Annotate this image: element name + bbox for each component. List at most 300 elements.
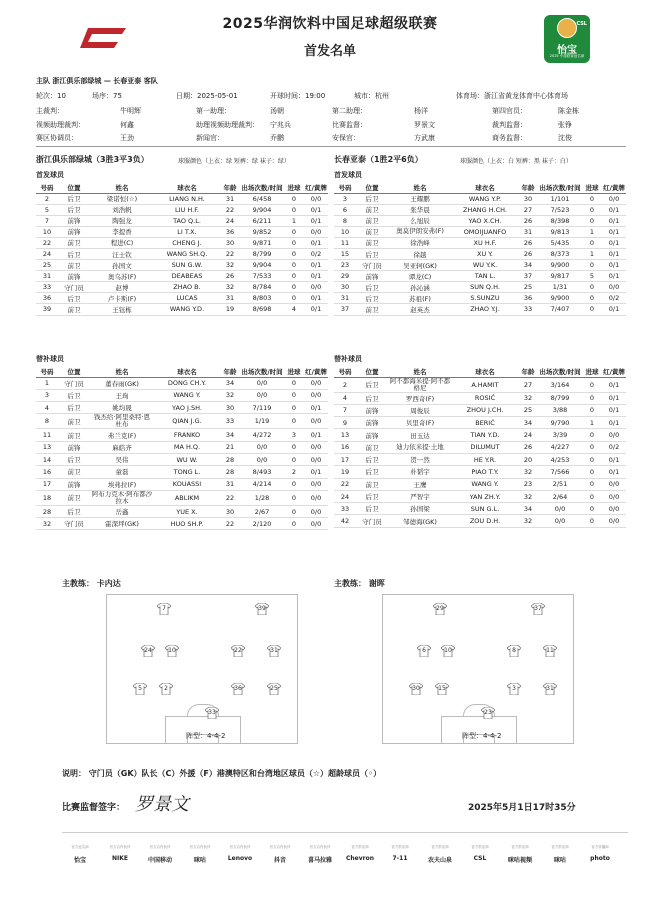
table-cell: 0/0 bbox=[304, 505, 328, 517]
table-cell: 23 bbox=[518, 478, 538, 490]
table-cell: 0 bbox=[582, 453, 602, 465]
officials-row-3: 赛区协调员： 王劲 新闻官： 乔鹏 安保官： 方武康 商务监督： 沈俊 bbox=[36, 134, 572, 142]
table-cell: 30 bbox=[220, 402, 240, 414]
table-cell: 30 bbox=[334, 282, 356, 293]
table-cell: 28 bbox=[220, 453, 240, 465]
table-row bbox=[36, 377, 328, 389]
table-cell: 卢卡斯(F) bbox=[90, 293, 154, 304]
table-cell: 前锋 bbox=[356, 429, 388, 441]
table-cell: 4/253 bbox=[538, 453, 582, 465]
table-cell: 徐浩峰 bbox=[388, 237, 452, 248]
table-cell: 32 bbox=[518, 392, 538, 404]
table-cell: 9/900 bbox=[538, 260, 582, 271]
table-cell: 32 bbox=[220, 389, 240, 401]
table-cell: 9/790 bbox=[538, 417, 582, 429]
table-cell: 孙沁涵 bbox=[388, 282, 452, 293]
table-row bbox=[334, 304, 626, 315]
table-row bbox=[36, 453, 328, 465]
table-cell: 9/904 bbox=[240, 260, 284, 271]
column-header: 年龄 bbox=[220, 182, 240, 193]
table-cell: 0 bbox=[582, 237, 602, 248]
table-cell: 0/0 bbox=[240, 389, 284, 401]
table-cell: 守门员 bbox=[58, 377, 90, 389]
table-cell: 28 bbox=[220, 466, 240, 478]
table-cell: 0/1 bbox=[602, 304, 626, 315]
table-cell: 0 bbox=[582, 377, 602, 392]
table-cell: 1/19 bbox=[240, 414, 284, 429]
column-header: 位置 bbox=[356, 366, 388, 377]
table-cell: 0/2 bbox=[602, 441, 626, 453]
table-cell: 严智宇 bbox=[388, 490, 452, 502]
table-cell: 王鹰 bbox=[388, 478, 452, 490]
table-cell: 0 bbox=[284, 271, 304, 282]
player-shirt-icon: 5 bbox=[133, 683, 147, 695]
table-cell: 奥乌苏(F) bbox=[90, 271, 154, 282]
table-cell: 前锋 bbox=[356, 271, 388, 282]
table-cell: 26 bbox=[518, 248, 538, 259]
table-cell: 31 bbox=[220, 193, 240, 204]
table-row bbox=[36, 389, 328, 401]
table-cell: 0/1 bbox=[304, 215, 328, 226]
table-cell: XU Y. bbox=[452, 248, 518, 259]
table-cell: 前卫 bbox=[58, 429, 90, 441]
table-cell: 31 bbox=[334, 293, 356, 304]
table-cell: WU W. bbox=[154, 453, 220, 465]
column-header: 进球 bbox=[284, 182, 304, 193]
table-cell: 31 bbox=[220, 478, 240, 490]
table-cell: 前卫 bbox=[58, 414, 90, 429]
officials-row-2: 视频助理裁判： 何鑫 助理视频助理裁判： 宁兆兵 比赛监督： 罗景文 裁判监督： 张铮 bbox=[36, 121, 572, 129]
table-cell: 0/0 bbox=[304, 518, 328, 530]
table-cell: 24 bbox=[36, 248, 58, 259]
table-cell: 0 bbox=[582, 282, 602, 293]
table-cell: 前卫 bbox=[356, 441, 388, 453]
table-row bbox=[334, 215, 626, 226]
table-cell: 0/1 bbox=[602, 453, 626, 465]
table-cell: 刘浩帆 bbox=[90, 204, 154, 215]
table-cell: 0/0 bbox=[304, 478, 328, 490]
table-cell: 0 bbox=[582, 429, 602, 441]
table-cell: 0 bbox=[284, 478, 304, 490]
table-cell: 8/373 bbox=[538, 248, 582, 259]
table-cell: 0/1 bbox=[304, 293, 328, 304]
sponsor-logo: 官方合作伙伴 中国移动 bbox=[147, 845, 172, 864]
table-row bbox=[334, 503, 626, 515]
page-title: 首发名单 bbox=[303, 44, 356, 59]
table-cell: 0/0 bbox=[538, 515, 582, 527]
table-cell: 24 bbox=[334, 490, 356, 502]
table-row bbox=[36, 271, 328, 282]
table-cell: TAO Q.L. bbox=[154, 215, 220, 226]
home-subs-table bbox=[36, 366, 328, 530]
table-cell: 0/1 bbox=[304, 204, 328, 215]
table-row bbox=[36, 505, 328, 517]
table-cell: 0/1 bbox=[602, 204, 626, 215]
table-cell: 31 bbox=[518, 226, 538, 237]
table-cell: 吴伟 bbox=[90, 453, 154, 465]
table-cell: WANG Y. bbox=[452, 478, 518, 490]
table-cell: ZHAO B. bbox=[154, 282, 220, 293]
table-cell: 弗兰克(F) bbox=[90, 429, 154, 441]
table-cell: 22 bbox=[220, 518, 240, 530]
table-cell: 谭龙(C) bbox=[388, 271, 452, 282]
column-header: 红/黄牌 bbox=[603, 367, 625, 376]
table-cell: 0/1 bbox=[602, 466, 626, 478]
table-cell: 3/88 bbox=[538, 404, 582, 416]
table-cell: 后卫 bbox=[356, 453, 388, 465]
sponsor-logo: 官方合作伙伴 喜马拉雅 bbox=[307, 845, 332, 864]
table-cell: 罗西奇(F) bbox=[388, 392, 452, 404]
table-cell: 周俊辰 bbox=[388, 404, 452, 416]
away-formation: 阵型：4-4-2 bbox=[462, 732, 502, 740]
table-cell: 童磊 bbox=[90, 466, 154, 478]
home-subs-label: 替补球员 bbox=[36, 355, 64, 363]
table-cell: WU Y.K. bbox=[452, 260, 518, 271]
table-cell: DILUMUT bbox=[452, 441, 518, 453]
table-cell: 守门员 bbox=[356, 515, 388, 527]
table-cell: 6 bbox=[334, 204, 356, 215]
league-title: 2025华润饮料中国足球超级联赛 bbox=[222, 16, 438, 32]
table-cell: 32 bbox=[220, 282, 240, 293]
table-cell: 4 bbox=[36, 402, 58, 414]
table-cell: 0/1 bbox=[602, 248, 626, 259]
table-cell: 6/458 bbox=[240, 193, 284, 204]
table-cell: 前卫 bbox=[58, 490, 90, 505]
table-cell: 0 bbox=[582, 441, 602, 453]
table-row bbox=[36, 304, 328, 315]
table-cell: 后卫 bbox=[58, 204, 90, 215]
table-cell: 4 bbox=[284, 304, 304, 315]
column-header: 位置 bbox=[58, 366, 90, 377]
table-row bbox=[334, 293, 626, 304]
table-cell: 0/2 bbox=[304, 248, 328, 259]
table-cell: 0/1 bbox=[602, 260, 626, 271]
table-cell: TONG L. bbox=[154, 466, 220, 478]
table-cell: 42 bbox=[334, 515, 356, 527]
table-cell: 26 bbox=[518, 441, 538, 453]
table-row bbox=[36, 204, 328, 215]
table-cell: 10 bbox=[334, 226, 356, 237]
table-cell: 0 bbox=[582, 215, 602, 226]
table-cell: ROSIĆ bbox=[452, 392, 518, 404]
table-cell: 25 bbox=[36, 260, 58, 271]
table-row bbox=[36, 193, 328, 204]
away-coach: 主教练： 谢晖 bbox=[334, 579, 385, 588]
table-cell: 守门员 bbox=[356, 260, 388, 271]
table-cell: 13 bbox=[36, 441, 58, 453]
table-cell: 陶强龙 bbox=[90, 215, 154, 226]
table-cell: 后卫 bbox=[356, 392, 388, 404]
table-cell: 后卫 bbox=[356, 490, 388, 502]
table-row bbox=[36, 441, 328, 453]
table-cell: 34 bbox=[518, 503, 538, 515]
table-cell: 阿不都海米提·阿不都格尼 bbox=[389, 377, 451, 392]
table-cell: 后卫 bbox=[58, 505, 90, 517]
column-header: 姓名 bbox=[90, 182, 154, 193]
home-starters-table bbox=[36, 182, 328, 316]
table-row bbox=[334, 441, 626, 453]
table-cell: 0/1 bbox=[602, 392, 626, 404]
table-cell: WANG Y.D. bbox=[154, 304, 220, 315]
table-cell: SUN G.L. bbox=[452, 503, 518, 515]
table-cell: ZHOU J.CH. bbox=[452, 404, 518, 416]
table-cell: 前卫 bbox=[356, 215, 388, 226]
table-cell: 5 bbox=[582, 271, 602, 282]
table-row bbox=[334, 466, 626, 478]
table-cell: 0 bbox=[582, 392, 602, 404]
table-cell: 0 bbox=[582, 490, 602, 502]
table-cell: 19 bbox=[220, 304, 240, 315]
table-cell: 0/0 bbox=[304, 414, 328, 429]
home-team-name: 浙江俱乐部绿城（3胜3平3负） bbox=[36, 155, 149, 164]
table-cell: 0/1 bbox=[304, 271, 328, 282]
table-cell: 0/0 bbox=[602, 193, 626, 204]
table-cell: 26 bbox=[220, 271, 240, 282]
player-shirt-icon: 36 bbox=[231, 683, 245, 695]
table-cell: 7/566 bbox=[538, 466, 582, 478]
table-row bbox=[36, 260, 328, 271]
table-cell: ABLIKM bbox=[154, 490, 220, 505]
table-cell: 0 bbox=[284, 204, 304, 215]
table-cell: A.HAMIT bbox=[452, 377, 518, 392]
table-cell: 31 bbox=[36, 271, 58, 282]
player-shirt-icon: 22 bbox=[231, 645, 245, 657]
table-cell: QIAN J.G. bbox=[154, 414, 220, 429]
table-cell: 24 bbox=[518, 429, 538, 441]
table-row bbox=[334, 282, 626, 293]
table-cell: 16 bbox=[36, 466, 58, 478]
table-cell: 孙国梁 bbox=[388, 503, 452, 515]
table-cell: 守门员 bbox=[58, 282, 90, 293]
table-row bbox=[334, 392, 626, 404]
table-cell: 前卫 bbox=[356, 204, 388, 215]
table-cell: 1 bbox=[582, 226, 602, 237]
sponsor-logo: 官方冠名商 怡宝 bbox=[71, 845, 89, 864]
table-cell: WANG SH.Q. bbox=[154, 248, 220, 259]
table-cell: HE Y.R. bbox=[452, 453, 518, 465]
table-cell: 前锋 bbox=[58, 441, 90, 453]
table-cell: PIAO T.Y. bbox=[452, 466, 518, 478]
table-row bbox=[36, 490, 328, 505]
table-cell: 37 bbox=[518, 271, 538, 282]
table-cell: 0/0 bbox=[602, 478, 626, 490]
table-cell: 30 bbox=[220, 505, 240, 517]
table-cell: 0 bbox=[582, 515, 602, 527]
player-shirt-icon: 15 bbox=[435, 683, 449, 695]
table-row bbox=[334, 204, 626, 215]
table-cell: 0/1 bbox=[304, 402, 328, 414]
table-cell: MA H.Q. bbox=[154, 441, 220, 453]
table-cell: 0 bbox=[582, 193, 602, 204]
teams-line: 主队 浙江俱乐部绿城 — 长春亚泰 客队 bbox=[36, 77, 158, 85]
table-cell: 30 bbox=[518, 193, 538, 204]
table-cell: 7 bbox=[36, 215, 58, 226]
table-row bbox=[36, 414, 328, 429]
table-cell: 麻皓齐 bbox=[90, 441, 154, 453]
table-cell: 2/120 bbox=[240, 518, 284, 530]
table-cell: 前卫 bbox=[356, 237, 388, 248]
table-cell: 33 bbox=[334, 503, 356, 515]
table-row bbox=[334, 193, 626, 204]
column-header: 红/黄牌 bbox=[603, 183, 625, 192]
player-shirt-icon: 25 bbox=[267, 683, 281, 695]
home-formation: 阵型：4-4-2 bbox=[186, 732, 226, 740]
table-cell: LIANG N.H. bbox=[154, 193, 220, 204]
table-cell: 32 bbox=[220, 260, 240, 271]
table-cell: 0 bbox=[284, 377, 304, 389]
table-cell: 苏祖(F) bbox=[388, 293, 452, 304]
table-cell: KOUASSI bbox=[154, 478, 220, 490]
table-cell: 2/51 bbox=[538, 478, 582, 490]
table-cell: 霍深坪(GK) bbox=[90, 518, 154, 530]
table-cell: ZHANG H.CH. bbox=[452, 204, 518, 215]
table-cell: 0/1 bbox=[602, 417, 626, 429]
table-cell: 贺一然 bbox=[388, 453, 452, 465]
table-cell: 27 bbox=[518, 377, 538, 392]
table-row bbox=[36, 466, 328, 478]
away-subs-label: 替补球员 bbox=[334, 355, 362, 363]
table-cell: 22 bbox=[220, 490, 240, 505]
table-cell: 26 bbox=[518, 215, 538, 226]
table-cell: 0 bbox=[582, 304, 602, 315]
player-shirt-icon: 6 bbox=[417, 645, 431, 657]
table-cell: WANG Y.P. bbox=[452, 193, 518, 204]
player-shirt-icon: 10 bbox=[165, 645, 179, 657]
table-cell: 0 bbox=[284, 282, 304, 293]
table-cell: 37 bbox=[334, 304, 356, 315]
table-cell: 0 bbox=[582, 293, 602, 304]
table-cell: 2 bbox=[284, 466, 304, 478]
table-cell: ZOU D.H. bbox=[452, 515, 518, 527]
column-header: 球衣名 bbox=[452, 366, 518, 377]
table-cell: 22 bbox=[220, 248, 240, 259]
table-row bbox=[36, 518, 328, 530]
table-row bbox=[36, 226, 328, 237]
table-cell: 姚均晟 bbox=[90, 402, 154, 414]
table-row bbox=[36, 282, 328, 293]
sponsor-logo: 官方供应商 CSL bbox=[471, 845, 489, 862]
divider bbox=[36, 146, 626, 147]
table-cell: 17 bbox=[334, 453, 356, 465]
table-cell: 田玉达 bbox=[388, 429, 452, 441]
table-cell: TAN L. bbox=[452, 271, 518, 282]
table-cell: 0/1 bbox=[602, 215, 626, 226]
table-cell: CHENG J. bbox=[154, 237, 220, 248]
table-cell: 董春雨(GK) bbox=[90, 377, 154, 389]
table-row bbox=[36, 402, 328, 414]
table-cell: 前卫 bbox=[356, 478, 388, 490]
ball-icon bbox=[557, 18, 577, 38]
table-cell: 26 bbox=[518, 237, 538, 248]
table-cell: 7/533 bbox=[240, 271, 284, 282]
table-cell: 后卫 bbox=[58, 293, 90, 304]
table-cell: 33 bbox=[518, 304, 538, 315]
table-cell: 8/698 bbox=[240, 304, 284, 315]
table-row bbox=[334, 478, 626, 490]
away-starters-label: 首发球员 bbox=[334, 171, 362, 179]
sponsor-logo: 官方供应商 Chevron bbox=[345, 845, 374, 862]
table-cell: 28 bbox=[36, 505, 58, 517]
table-row bbox=[36, 478, 328, 490]
table-cell: 3 bbox=[36, 389, 58, 401]
table-cell: 6/211 bbox=[240, 215, 284, 226]
table-cell: WANG Y. bbox=[154, 389, 220, 401]
table-cell: 3 bbox=[284, 429, 304, 441]
table-cell: 0 bbox=[284, 402, 304, 414]
away-formation-pitch bbox=[382, 594, 574, 744]
table-row bbox=[36, 215, 328, 226]
home-coach: 主教练： 卡内达 bbox=[62, 579, 121, 588]
table-cell: 7 bbox=[334, 404, 356, 416]
column-header: 红/黄牌 bbox=[305, 367, 327, 376]
table-row bbox=[334, 404, 626, 416]
table-cell: 4 bbox=[334, 392, 356, 404]
table-cell: 13 bbox=[334, 429, 356, 441]
table-cell: 9/813 bbox=[538, 226, 582, 237]
table-cell: 24 bbox=[220, 215, 240, 226]
table-row bbox=[36, 429, 328, 441]
column-header: 进球 bbox=[582, 182, 602, 193]
table-cell: 0 bbox=[284, 260, 304, 271]
table-cell: 3/39 bbox=[538, 429, 582, 441]
table-cell: 0/0 bbox=[602, 503, 626, 515]
home-formation-pitch bbox=[106, 594, 298, 744]
player-shirt-icon: 39 bbox=[255, 603, 269, 615]
away-team-name: 长春亚泰（1胜2平6负） bbox=[334, 155, 423, 164]
table-cell: 孙国文 bbox=[90, 260, 154, 271]
table-cell: 前卫 bbox=[356, 226, 388, 237]
table-cell: 0 bbox=[582, 466, 602, 478]
table-cell: 赵博 bbox=[90, 282, 154, 293]
table-cell: 钱杰给·阿里桑特·恩杜布 bbox=[90, 414, 154, 429]
table-cell: DEABEAS bbox=[154, 271, 220, 282]
column-header: 进球 bbox=[582, 366, 602, 377]
table-cell: 19 bbox=[334, 466, 356, 478]
table-cell: 15 bbox=[334, 248, 356, 259]
table-cell: 36 bbox=[518, 293, 538, 304]
table-cell: 32 bbox=[518, 466, 538, 478]
table-cell: 徐越 bbox=[388, 248, 452, 259]
table-cell: YAO X.CH. bbox=[452, 215, 518, 226]
table-cell: 1 bbox=[36, 377, 58, 389]
table-cell: 0 bbox=[284, 518, 304, 530]
sponsor-logo: 官方合作伙伴 咪咕 bbox=[189, 845, 211, 864]
table-cell: 23 bbox=[334, 260, 356, 271]
table-cell: 梁诺恒(☆) bbox=[90, 193, 154, 204]
table-cell: 34 bbox=[518, 417, 538, 429]
column-header: 红/黄牌 bbox=[305, 183, 327, 192]
table-cell: 17 bbox=[36, 478, 58, 490]
table-cell: 22 bbox=[334, 478, 356, 490]
table-cell: 9/900 bbox=[538, 293, 582, 304]
table-row bbox=[334, 248, 626, 259]
table-cell: 0 bbox=[582, 204, 602, 215]
column-header: 球衣名 bbox=[154, 182, 220, 193]
player-shirt-icon: 31 bbox=[543, 683, 557, 695]
table-cell: 奥莫伊朗安弗(F) bbox=[388, 226, 452, 237]
table-cell: 0 bbox=[582, 404, 602, 416]
player-shirt-icon: 37 bbox=[531, 603, 545, 615]
table-cell: 0 bbox=[284, 248, 304, 259]
player-shirt-icon: 31 bbox=[267, 645, 281, 657]
table-cell: 贝里奇(F) bbox=[388, 417, 452, 429]
table-cell: 0/0 bbox=[538, 503, 582, 515]
column-header: 出场次数/时间 bbox=[241, 183, 283, 192]
table-cell: 0 bbox=[284, 193, 304, 204]
table-cell: 吴亚轲(GK) bbox=[388, 260, 452, 271]
away-kit: 球服颜色（上衣：白 短裤：黑 袜子：白） bbox=[460, 158, 572, 165]
table-cell: 后卫 bbox=[356, 282, 388, 293]
